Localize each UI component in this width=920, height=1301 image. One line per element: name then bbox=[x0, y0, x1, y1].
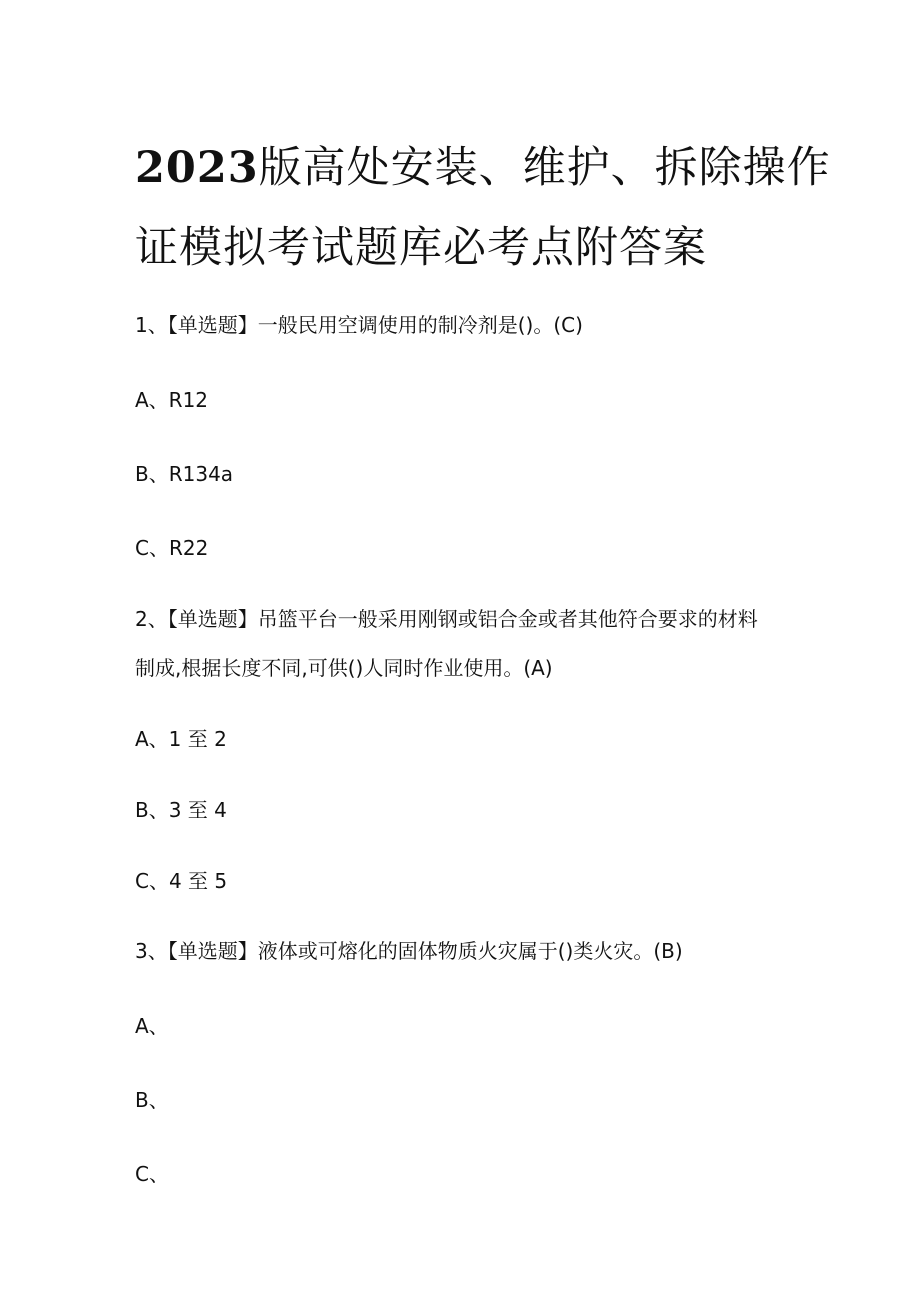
question-1-option-b: B、R134a bbox=[135, 462, 234, 486]
question-3-option-c: C、 bbox=[135, 1162, 169, 1186]
document-title bbox=[135, 128, 831, 288]
title-year: 2023 bbox=[135, 143, 259, 193]
question-2-option-c: C、4 至 5 bbox=[135, 869, 228, 893]
question-1-option-a: A、R12 bbox=[135, 388, 209, 412]
question-2-stem-line-1: 2、【单选题】吊篮平台一般采用刚钢或铝合金或者其他符合要求的材料 bbox=[135, 607, 758, 631]
question-2-stem-line-2: 制成,根据长度不同,可供()人同时作业使用。(A) bbox=[135, 656, 553, 680]
question-1-option-c: C、R22 bbox=[135, 536, 209, 560]
question-3-option-b: B、 bbox=[135, 1088, 169, 1112]
question-3-option-a: A、 bbox=[135, 1014, 169, 1038]
question-2-option-a: A、1 至 2 bbox=[135, 727, 227, 751]
title-line-2: 证模拟考试题库必考点附答案 bbox=[135, 223, 707, 273]
question-1-stem: 1、【单选题】一般民用空调使用的制冷剂是()。(C) bbox=[135, 313, 583, 337]
title-line-1-text: 版高处安装、维护、拆除操作 bbox=[258, 143, 831, 193]
title-line-1 bbox=[135, 128, 831, 208]
question-3-stem: 3、【单选题】液体或可熔化的固体物质火灾属于()类火灾。(B) bbox=[135, 939, 683, 963]
question-2-option-b: B、3 至 4 bbox=[135, 798, 227, 822]
